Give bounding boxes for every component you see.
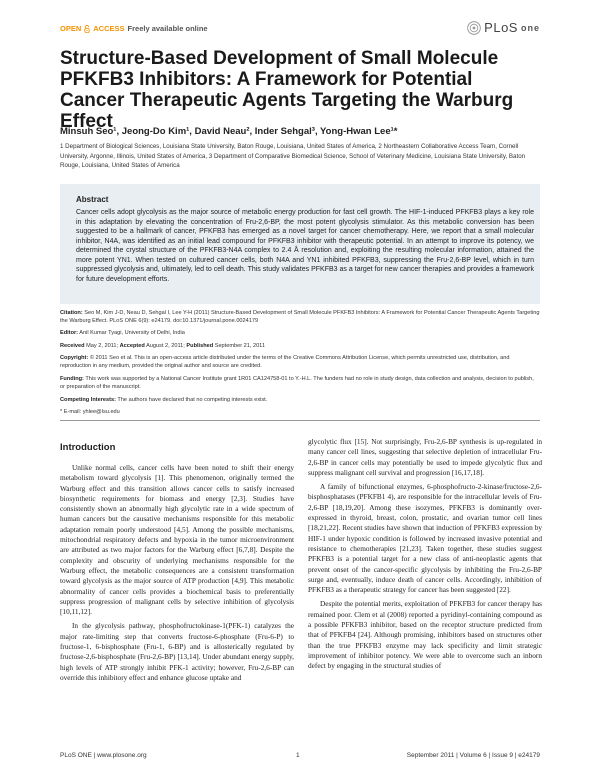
- accepted-label: Accepted: [119, 343, 145, 349]
- page-number: 1: [296, 752, 300, 759]
- copyright-text: © 2011 Seo et al. This is an open-access article distributed under the terms of the Creative Commons Attribution License, which permits unrestricted use, distribution, and reproduction in any medium, provided the original author and source are credited.: [60, 355, 510, 369]
- email-line: * E-mail: yhlee@lsu.edu: [60, 409, 120, 415]
- paragraph: Despite the potential merits, exploitation of PFKFB3 for cancer therapy has remained poor. Clem et al (2008) reported a pyridinyl-containing compound as a possible PFKFB3 inhibitor, based on the receptor structure predicted from that of PFKFB4 [24]. Although promising, inhibitors based on structures other than the true PFKFB3 enzyme may lack specificity and limit strategic improvement of inhibitor potency. We were able to overcome such an inborn defect by engaging in the structural studies of: [308, 599, 542, 671]
- accepted-date: August 2, 2011;: [146, 343, 185, 349]
- journal-logo-suffix: one: [520, 22, 540, 33]
- received-label: Received: [60, 343, 85, 349]
- funding-block: [60, 375, 540, 391]
- editor-text: Anil Kumar Tyagi, University of Delhi, India: [79, 330, 185, 336]
- abstract-text: Cancer cells adopt glycolysis as the major source of metabolic energy production for fast cell growth. The HIF-1-induced PFKFB3 plays a key role in this adaptation by elevating the concentration of Fru-2,6-BP, the most potent glycolysis stimulator. As this metabolic conversion has been suggested to be a hallmark of cancer, PFKFB3 has emerged as a novel target for cancer chemotherapy. Here, we report that a small molecular inhibitor, N4A, was identified as an initial lead compound for PFKFB3 inhibitor with therapeutic potential. In an attempt to improve its potency, we determined the crystal structure of the PFKFB3-N4A complex to 2.4 Å resolution and, exploiting the resulting molecular information, attained the more potent YN1. When tested on cultured cancer cells, both N4A and YN1 inhibited PFKFB3, suppressing the Fru-2,6-BP level, which in turn suppressed glycolysis and, ultimately, led to cell death. This study validates PFKFB3 as a target for new cancer therapies and provides a framework for future development efforts.: [76, 209, 534, 283]
- dates-block: [60, 342, 540, 350]
- editor-block: [60, 329, 540, 337]
- published-date: September 21, 2011: [214, 343, 265, 349]
- author-list: Minsuh Seo¹, Jeong-Do Kim¹, David Neau², Inder Sehgal³, Yong-Hwan Lee¹*: [60, 126, 398, 137]
- competing-interests-block: [60, 396, 540, 404]
- citation-label: Citation:: [60, 310, 83, 316]
- copyright-block: [60, 354, 540, 370]
- introduction-heading: Introduction: [60, 442, 116, 453]
- journal-logo-text: PLoS: [484, 20, 518, 35]
- article-title: Structure-Based Development of Small Molecule PFKFB3 Inhibitors: A Framework for Potential Cancer Therapeutic Agents Targeting the Warburg Effect: [60, 48, 514, 132]
- journal-logo: [467, 20, 540, 35]
- divider: [60, 420, 540, 421]
- body-column-left: [60, 463, 294, 683]
- paragraph: Unlike normal cells, cancer cells have been noted to shift their energy metabolism toward glycolysis [1]. This phenomenon, originally termed the Warburg effect and this transition allows cancer cells to satisfy increased biosynthetic requirements for biomass and energy [2,3]. Studies have consistently shown an abnormally high glycolytic rate in a wide spectrum of human cancers but the causative mechanisms responsible for this metabolic adaptation remain poorly understood [4,5]. Among the possible mechanisms, mitochondrial respiratory defects and hypoxia in the tumor microenvironment are attributed as two major factors for the Warburg effect [6,7,8]. Despite the complexity and obscurity of underlying mechanisms responsible for the Warburg effect, the metabolic consequences are a consistent transformation toward glycolysis as the major source of ATP production [4,9]. This metabolic abnormality of cancer cells provides a biochemical basis to preferentially suppress progression of malignant cells by selective inhibition of glycolysis [10,11,12].: [60, 463, 294, 617]
- open-access-banner: [60, 24, 208, 33]
- plos-logo-icon: [467, 21, 481, 35]
- paragraph: A family of bifunctional enzymes, 6-phosphofructo-2-kinase/fructose-2,6-bisphosphatases (PFKFB1 4), are responsible for the intracellular levels of Fru-2,6-BP [18,19,20]. Among these isozymes, PFKFB3 is dominantly over-expressed in thyroid, breast, colon, prostatic, and ovarian tumor cell lines [18,21,22]. Recent studies have shown that induction of PFKFB3 expression by HIF-1 under hypoxic condition is followed by increased invasive potential and resistance to chemotherapies [21,23]. Taken together, these studies suggest PFKFB3 is a potential target for a new class of anti-neoplastic agents that prevent onset of the cancer-specific glycolysis by inhibiting the Fru-2,6-BP surge and, eventually, induce death of cancer cells. Accordingly, inhibition of PFKFB3 as a therapeutic strategy for cancer has been suggested [22].: [308, 482, 542, 595]
- footer-journal: PLoS ONE | www.plosone.org: [60, 752, 147, 759]
- paragraph: In the glycolysis pathway, phosphofructokinase-1(PFK-1) catalyzes the major rate-limiting step that converts fructose-6-phosphate (Fru-6-P) to fructose-1, 6-bisphosphate (Fru-1, 6-BP) and is allosterically regulated by fructose-2,6-bisphosphate (Fru-2,6-BP) [13,14]. Under abundant energy supply, high levels of ATP strongly inhibit PFK-1 activity; however, Fru-2,6-BP can override this inhibitory effect and enhance glucose uptake and: [60, 621, 294, 682]
- affiliations: 1 Department of Biological Sciences, Louisiana State University, Baton Rouge, Louisiana, United States of America, 2 Northeastern Collaborative Access Team, Cornell University, Argonne, Illinois, United States of America, 3 Department of Comparative Biomedical Science, School of Veterinary Medicine, Louisiana State University, Baton Rouge, Louisiana, United States of America: [60, 143, 526, 169]
- funding-text: This work was supported by a National Cancer Institute grant 1R01 CA124758-01 to Y.-H.L. The funders had no role in study design, data collection and analysis, decision to publish, or preparation of the manuscript.: [60, 376, 534, 390]
- open-lock-icon: [84, 25, 90, 33]
- body-column-right: [308, 437, 542, 672]
- open-access-label: OPEN: [60, 24, 82, 33]
- paragraph: glycolytic flux [15]. Not surprisingly, Fru-2,6-BP synthesis is up-regulated in many cancer cell lines, suggesting that selective depletion of intracellular Fru-2,6-BP in cancer cells may potentially be used to impede glycolytic flux and suppress malignant cell survival and progression [16,17,18].: [308, 437, 542, 477]
- funding-label: Funding:: [60, 376, 84, 382]
- access-label: ACCESS: [93, 24, 125, 33]
- citation-block: [60, 309, 540, 325]
- freely-available-label: Freely available online: [127, 24, 208, 33]
- abstract-heading: Abstract: [76, 195, 109, 204]
- footer-issue: September 2011 | Volume 6 | Issue 9 | e24179: [406, 752, 540, 759]
- citation-text: Seo M, Kim J-D, Neau D, Sehgal I, Lee Y-H (2011) Structure-Based Development of Small Molecule PFKFB3 Inhibitors: A Framework for Potential Cancer Therapeutic Agents Targeting the Warburg Effect. PLoS ONE 6(9): e24179. doi:10.1371/journal.pone.0024179: [60, 310, 540, 324]
- copyright-label: Copyright:: [60, 355, 89, 361]
- competing-interests-label: Competing Interests:: [60, 397, 116, 403]
- received-date: May 2, 2011;: [86, 343, 119, 349]
- published-label: Published: [186, 343, 214, 349]
- competing-interests-text: The authors have declared that no competing interests exist.: [117, 397, 268, 403]
- editor-label: Editor:: [60, 330, 79, 336]
